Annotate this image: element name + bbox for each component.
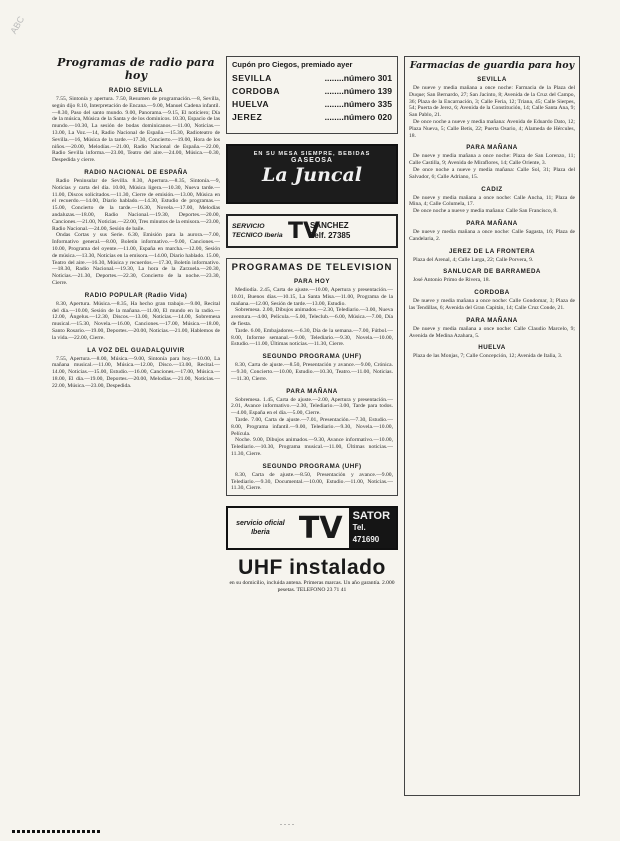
radio-paragraph: 8.30, Apertura. Música.—8.35, Ha hecho gran trabajo.—9.00, Recital del día.—10.00, Sesión de la mañana.—11.00, El mundo en la radio.—12.00, Ángelus.—12.30, Discos.—13.00, Noticias.—14.00, Sobremesa musical.—15.30, Novela.—16.00, Canciones.—17.00, Música.—18.00, Santo Rosario.—19.00, Deportes.—20.00, Noticias.—21.00, Hablemos de la vida.—22.00, Cierre. — [52, 300, 220, 341]
cupon-row — [232, 85, 392, 98]
cupon-box — [226, 56, 398, 134]
cupon-city: JEREZ — [232, 112, 263, 122]
pharmacy-paragraph: De nueve y media mañana a once noche: Calle Sagasta, 16; Plaza de Candelaria, 2. — [409, 228, 575, 242]
pharmacy-paragraph: Plaza del Arenal, 4; Calle Larga, 22; Calle Porvera, 9. — [413, 256, 534, 263]
tv-logo: TV — [298, 510, 343, 546]
pharmacy-section-heading: CORDOBA — [474, 289, 510, 297]
footer-mark: . . . . — [280, 818, 294, 827]
pharmacies-column — [404, 56, 580, 796]
ad-servicio-tecnico — [226, 214, 398, 248]
footer-rule — [12, 830, 102, 833]
radio-section — [52, 292, 220, 342]
cupon-label: número — [343, 112, 376, 122]
radio-section-heading: RADIO SEVILLA — [108, 87, 164, 94]
pharmacy-paragraph: De once noche a nueve y media mañana: Calle Sol, 31; Plaza del Salvador, 6; Calle Adriano, 15. — [409, 166, 575, 180]
pharmacy-section-heading: PARA MAÑANA — [466, 144, 518, 152]
tv-section-heading: PARA HOY — [294, 278, 330, 285]
cupon-number-wrap: ........número 139 — [324, 86, 392, 96]
radio-paragraph: Ondas Cortas y sus Serie. 6.30, Emisión para la aurora.—7.00, Informativo general.—8.00, Boletín informativo.—9.00, Canciones.—10.00, Programa del oyente.—11.00, España en marcha.—12.00, Sesión de música.—13.30, Noticias en la emisora.—14.00, Diario hablado. 15.00, Teatro del aire.—16.30, Música y recuerdos.—17.30, Boletín informativo.—18.30, Radio Nacional.—19.30, La hora de la Zarzuela.—20.30, Noticias.—21.30, Deportes.—22.30, Concierto de la noche.—23.30, Cierre. — [52, 232, 220, 286]
cupon-city: CORDOBA — [232, 86, 280, 96]
ad-sator — [226, 506, 398, 550]
tv-paragraph: Noche. 9.00, Dibujos animados.—9.30, Avance informativo.—10.00, Telediario.—10.30, Programa musical.—11.00, Últimas noticias.—11.30, Cierre. — [231, 437, 393, 457]
cupon-number-wrap: ........número 020 — [324, 112, 392, 122]
tv-programs-box — [226, 258, 398, 496]
tv-section-heading: PARA MAÑANA — [286, 387, 338, 395]
tv-section-heading: SEGUNDO PROGRAMA (UHF) — [262, 353, 362, 361]
cupon-row — [232, 111, 392, 124]
cupon-number: 335 — [377, 99, 392, 109]
pharmacy-paragraph: De nueve y media mañana a once noche: Calle Gondomar, 3; Plaza de las Tendillas, 6; Avenida del Gran Capitán, 14; Calle Cruz Conde, 21. — [409, 298, 575, 311]
pharmacy-paragraph: De nueve y media mañana a once noche: Plaza de San Lorenzo, 11; Calle Castilla, 9; Avenida de Miraflores, 14; Calle Oriente, 3. — [409, 153, 575, 167]
pharmacies-title: Farmacias de guardia para hoy — [409, 60, 575, 71]
ad-serv-phone: Telf. 27385 — [310, 231, 351, 240]
pharmacies-box — [404, 56, 580, 796]
pharmacy-paragraph: José Antonio Primo de Rivera, 18. — [413, 277, 490, 284]
tv-paragraph: 8.30, Carta de ajuste.—8.50, Presentación y avance.—9.00, Crónica.—9.30, Concierto.—10.00, Estudio.—10.30, Teatro.—11.00, Noticias.—11.30, Cierre. — [231, 362, 393, 382]
radio-section-heading: LA VOZ DEL GUADALQUIVIR — [87, 346, 185, 354]
radio-paragraph: Radio Peninsular de Sevilla. 8.30, Apertura.—8.35, Sintonía.—9, Noticias y carta del día. 10.00, Música ligera.—10.30, Nueva tarde.—11.00, Discos solicitados.—11.30, Cierre de emisión.—13.00, Música en el recuerdo.—14.00, Diario hablado.—14.30, Estudio de programas.—15.00, Concierto de la tarde.—16.30, Novela.—17.00, Melodías andaluzas.—18.00, Radio Nacional.—19.30, Deportes.—20.00, Canciones.—21.00, Noticias.—22.00, Tres minutos de la emisora.—23.00, Radio Nacional.—24.00, Sesión de baile. — [52, 177, 220, 232]
pharmacy-section-heading: SEVILLA — [477, 76, 507, 83]
ad-serv-left: SERVICIO TECNICO Iberia — [232, 223, 283, 239]
pharmacy-paragraph: Plaza de las Monjas, 7; Calle Concepción, 12; Avenida de Italia, 3. — [413, 353, 563, 360]
margin-stamp: ABC — [8, 14, 27, 36]
cupon-number-wrap: ........número 335 — [324, 99, 392, 109]
cupon-title: Cupón pro Ciegos, premiado ayer — [232, 60, 353, 69]
ad-juncal — [226, 144, 398, 204]
cupon-row — [232, 98, 392, 111]
cupon-city: HUELVA — [232, 99, 270, 109]
radio-column — [52, 56, 220, 391]
cupon-number: 020 — [377, 112, 392, 122]
ad-sator-servicio: servicio oficial Iberia — [236, 520, 285, 537]
ad-juncal-logo: La Juncal — [261, 164, 362, 186]
uhf-ad-title: UHF instalado — [238, 556, 386, 580]
radio-section — [52, 347, 220, 390]
radio-section-heading: RADIO POPULAR (Radio Vida) — [84, 291, 188, 299]
pharmacy-paragraph: De nueve y media mañana a once noche: Farmacia de la Plaza del Duque; San Bernardo, 27; San Jacinto, 8; Avenida de la Cruz del Campo, 36; Plaza de la Encarnación, 3; Calle Feria, 12; Triana, 45; Calle Sierpes, 54; Puerta de Jerez, 6; Avenida de la Constitución, 14; Calle Santa Ana, 9; San Pablo, 21. — [409, 85, 575, 119]
pharmacy-section-heading: CADIZ — [481, 185, 503, 193]
radio-section-heading: RADIO NACIONAL DE ESPAÑA — [84, 168, 188, 176]
ad-sator-box — [349, 508, 396, 548]
ad-serv-right — [310, 221, 350, 241]
pharmacy-paragraph: De nueve y media mañana a once noche: Calle Claudio Marcelo, 9; Avenida de Medina Azahara, 5. — [409, 325, 575, 339]
ad-juncal-line2: GASEOSA — [290, 157, 333, 164]
radio-title: Programas de radio para hoy — [57, 56, 215, 82]
ad-sator-name: SATOR — [352, 510, 391, 523]
tv-logo: TV — [288, 218, 321, 244]
pharmacy-section-heading: PARA MAÑANA — [466, 316, 518, 324]
middle-column — [226, 56, 398, 594]
cupon-number-wrap: ........número 301 — [324, 73, 392, 83]
tv-section-heading: SEGUNDO PROGRAMA (UHF) — [262, 462, 362, 470]
pharmacy-section-heading: SANLUCAR DE BARRAMEDA — [443, 268, 541, 276]
tv-paragraph: 8.30, Carta de ajuste.—8.50, Presentación y avance.—9.00, Telediario.—9.30, Documental.—10.00, Estudio.—11.00, Noticias.—11.30, Cierre. — [231, 471, 393, 492]
pharmacy-section-heading: HUELVA — [478, 344, 506, 352]
ad-juncal-line1: EN SU MESA SIEMPRE, BEBIDAS — [253, 151, 371, 157]
cupon-row — [232, 72, 392, 85]
tv-paragraph: Mediodía. 2.45, Carta de ajuste.—10.00, Apertura y presentación.—10.01, Buenos días.—10.15, La Santa Misa.—11.00, Programa de la mañana.—12.00, Sesión de tarde.—13.00, Estudio. — [231, 287, 393, 307]
cupon-label: número — [343, 73, 376, 83]
pharmacy-section-heading: JEREZ DE LA FRONTERA — [448, 247, 536, 255]
ad-sator-phone: Tel. 471690 — [352, 523, 380, 545]
cupon-label: número — [343, 86, 376, 96]
pharmacy-section-heading: PARA MAÑANA — [466, 219, 518, 227]
cupon-label: número — [343, 99, 376, 109]
pharmacy-paragraph: De once noche a nueve y media mañana: Calle San Francisco, 8. — [413, 208, 558, 215]
tv-title: PROGRAMAS DE TELEVISION — [231, 262, 393, 273]
tv-paragraph: Sobremesa. 1.45, Carta de ajuste.—2.00, Apertura y presentación.—2.01, Avance informativo.—2.30, Telediario.—3.00, Tarde para todos.—4.00, España en el día.—5.00, Cierre. — [231, 396, 393, 417]
pharmacy-paragraph: De nueve y media mañana a once noche: Calle Ancha, 11; Plaza de Mina, 4; Calle Columela, 17. — [409, 194, 575, 208]
radio-paragraph: 7.55, Sintonía y apertura. 7.50, Resumen de programación.—8, Sevilla, según dijo 8.10, Interpretación de Encana.—9.00, Manuel Cadena infantil.—8.30, Paso del santo mundo. 9.00, Panorama.—9.15, El noticiero; Día de la música, Música de la Santa y de los dominicos. 10.30, Espacio de las mundo.—10.30, La sesión de bodas dominicanos.—11.00, Noticias.—13.00, La Voz.—14, Radio Nacional de España.—15.30, Radioteatro de Sevilla.—16, Música de la tarde.—17.30, Concierto.—19.00, Hora de los niños.—20.00, Melodías.—21.00, Radio Nacional de España.—22.00, Radio Sevilla informa.—23.00, Teatro del aire.—24.00, Música.—0.30, Despedida y cierre. — [52, 96, 220, 164]
uhf-ad-text: en su domicilio, incluida antena. Primeras marcas. Un año garantía. 2.000 pesetas. TELEFONO 23 71 41 — [229, 580, 395, 593]
ad-serv-name: SANCHEZ — [310, 221, 349, 230]
tv-paragraph: Sobremesa. 2.00, Dibujos animados.—2.30, Telediario.—3.00, Nueva aventura.—4.00, Película.—5.00, Teleclub.—6.00, Música.—7.00, Día de fiesta. — [231, 307, 393, 327]
pharmacy-paragraph: De once noche a nueve y media mañana: Avenida de Eduardo Dato, 12; Plaza Nueva, 5; Calle Betis, 22; Puerta Osario, 4; Alameda de Hércules, 18. — [409, 118, 575, 139]
radio-section — [52, 169, 220, 287]
tv-paragraph: Tarde. 7.00, Carta de ajuste.—7.01, Presentación.—7.30, Estudio.—8.00, Programa infantil.—9.00, Telediario.—9.30, Novela.—10.00, Película. — [231, 416, 393, 437]
cupon-number: 139 — [377, 86, 392, 96]
cupon-city: SEVILLA — [232, 73, 272, 83]
cupon-number: 301 — [377, 73, 392, 83]
tv-paragraph: Tarde. 6.00, Embajadores.—6.30, Día de la semana.—7.00, Fútbol.—8.00, Informe semanal.—9.00, Telediario.—9.30, Novela.—10.00, Estudio.—11.00, Últimas noticias.—11.30, Cierre. — [231, 327, 393, 348]
radio-paragraph: 7.55, Apertura.—8.00, Música.—9.00, Sintonía para hoy.—10.00, La mañana musical.—11.00, Música.—12.00, Disco.—13.00, Recital.—14.00, Noticias.—15.00, Estudio.—16.00, Canciones.—17.00, Música.—18.00, El día.—19.00, Deportes.—20.00, Melodías.—21.00, Noticias.—22.00, Música.—23.00, Despedida. — [52, 355, 220, 389]
radio-section — [52, 87, 220, 164]
